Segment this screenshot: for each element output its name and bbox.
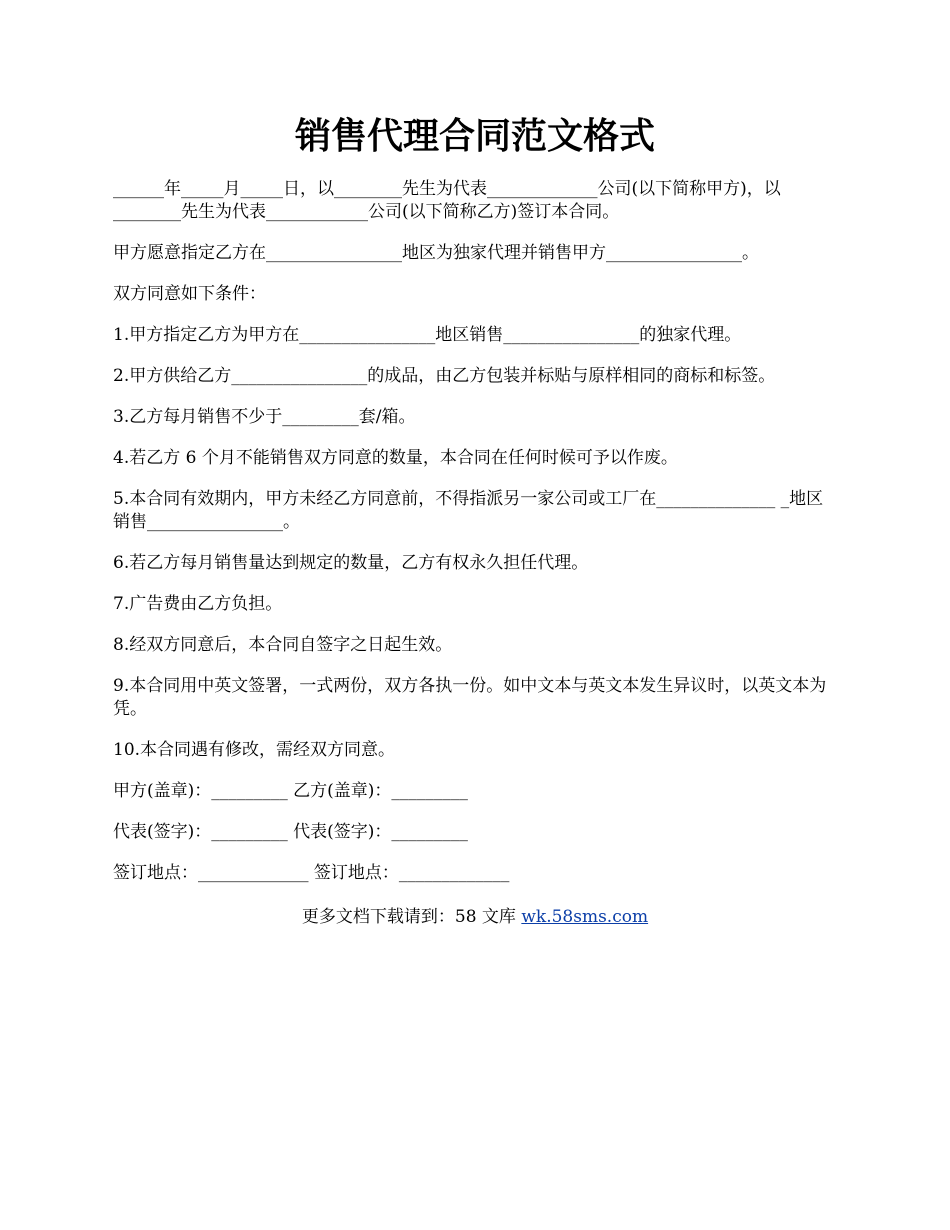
footer-link[interactable]: wk.58sms.com bbox=[521, 907, 649, 927]
document-body bbox=[113, 178, 837, 903]
clause-7: 7.广告费由乙方负担。 bbox=[113, 594, 283, 614]
clause-9: 9.本合同用中英文签署，一式两份，双方各执一份。如中文本与英文本发生异议时，以英文本为凭。 bbox=[113, 676, 827, 719]
clause-5: 5.本合同有效期内，甲方未经乙方同意前，不得指派另一家公司或工厂在______________ _地区销售________________。 bbox=[113, 489, 824, 532]
clause-2: 2.甲方供给乙方________________的成品，由乙方包装并标贴与原样相同的商标和标签。 bbox=[113, 366, 776, 386]
clause-8: 8.经双方同意后，本合同自签字之日起生效。 bbox=[113, 635, 453, 655]
signature-location-line: 签订地点：_____________ 签订地点：_____________ bbox=[113, 863, 510, 883]
document-title: 销售代理合同范文格式 bbox=[294, 115, 655, 157]
clause-10: 10.本合同遇有修改，需经双方同意。 bbox=[113, 740, 396, 760]
paragraph-conditions-heading: 双方同意如下条件： bbox=[113, 284, 266, 304]
footer bbox=[0, 906, 950, 929]
clause-1: 1.甲方指定乙方为甲方在________________地区销售________________的独家代理。 bbox=[113, 325, 742, 345]
clause-4: 4.若乙方 6 个月不能销售双方同意的数量，本合同在任何时候可予以作废。 bbox=[113, 448, 678, 468]
paragraph-intro: ______年_____月_____日，以________先生为代表_____________公司(以下简称甲方)，以________先生为代表____________公司(以下简称乙方)签订本合同。 bbox=[113, 179, 781, 222]
paragraph-appointment: 甲方愿意指定乙方在________________地区为独家代理并销售甲方________________。 bbox=[113, 243, 759, 263]
clause-6: 6.若乙方每月销售量达到规定的数量，乙方有权永久担任代理。 bbox=[113, 553, 589, 573]
footer-text: 更多文档下载请到：58 文库 bbox=[301, 907, 522, 927]
signature-representative-line: 代表(签字)：_________ 代表(签字)：_________ bbox=[113, 822, 468, 842]
clause-3: 3.乙方每月销售不少于_________套/箱。 bbox=[113, 407, 416, 427]
signature-seal-line: 甲方(盖章)：_________ 乙方(盖章)：_________ bbox=[113, 781, 468, 801]
